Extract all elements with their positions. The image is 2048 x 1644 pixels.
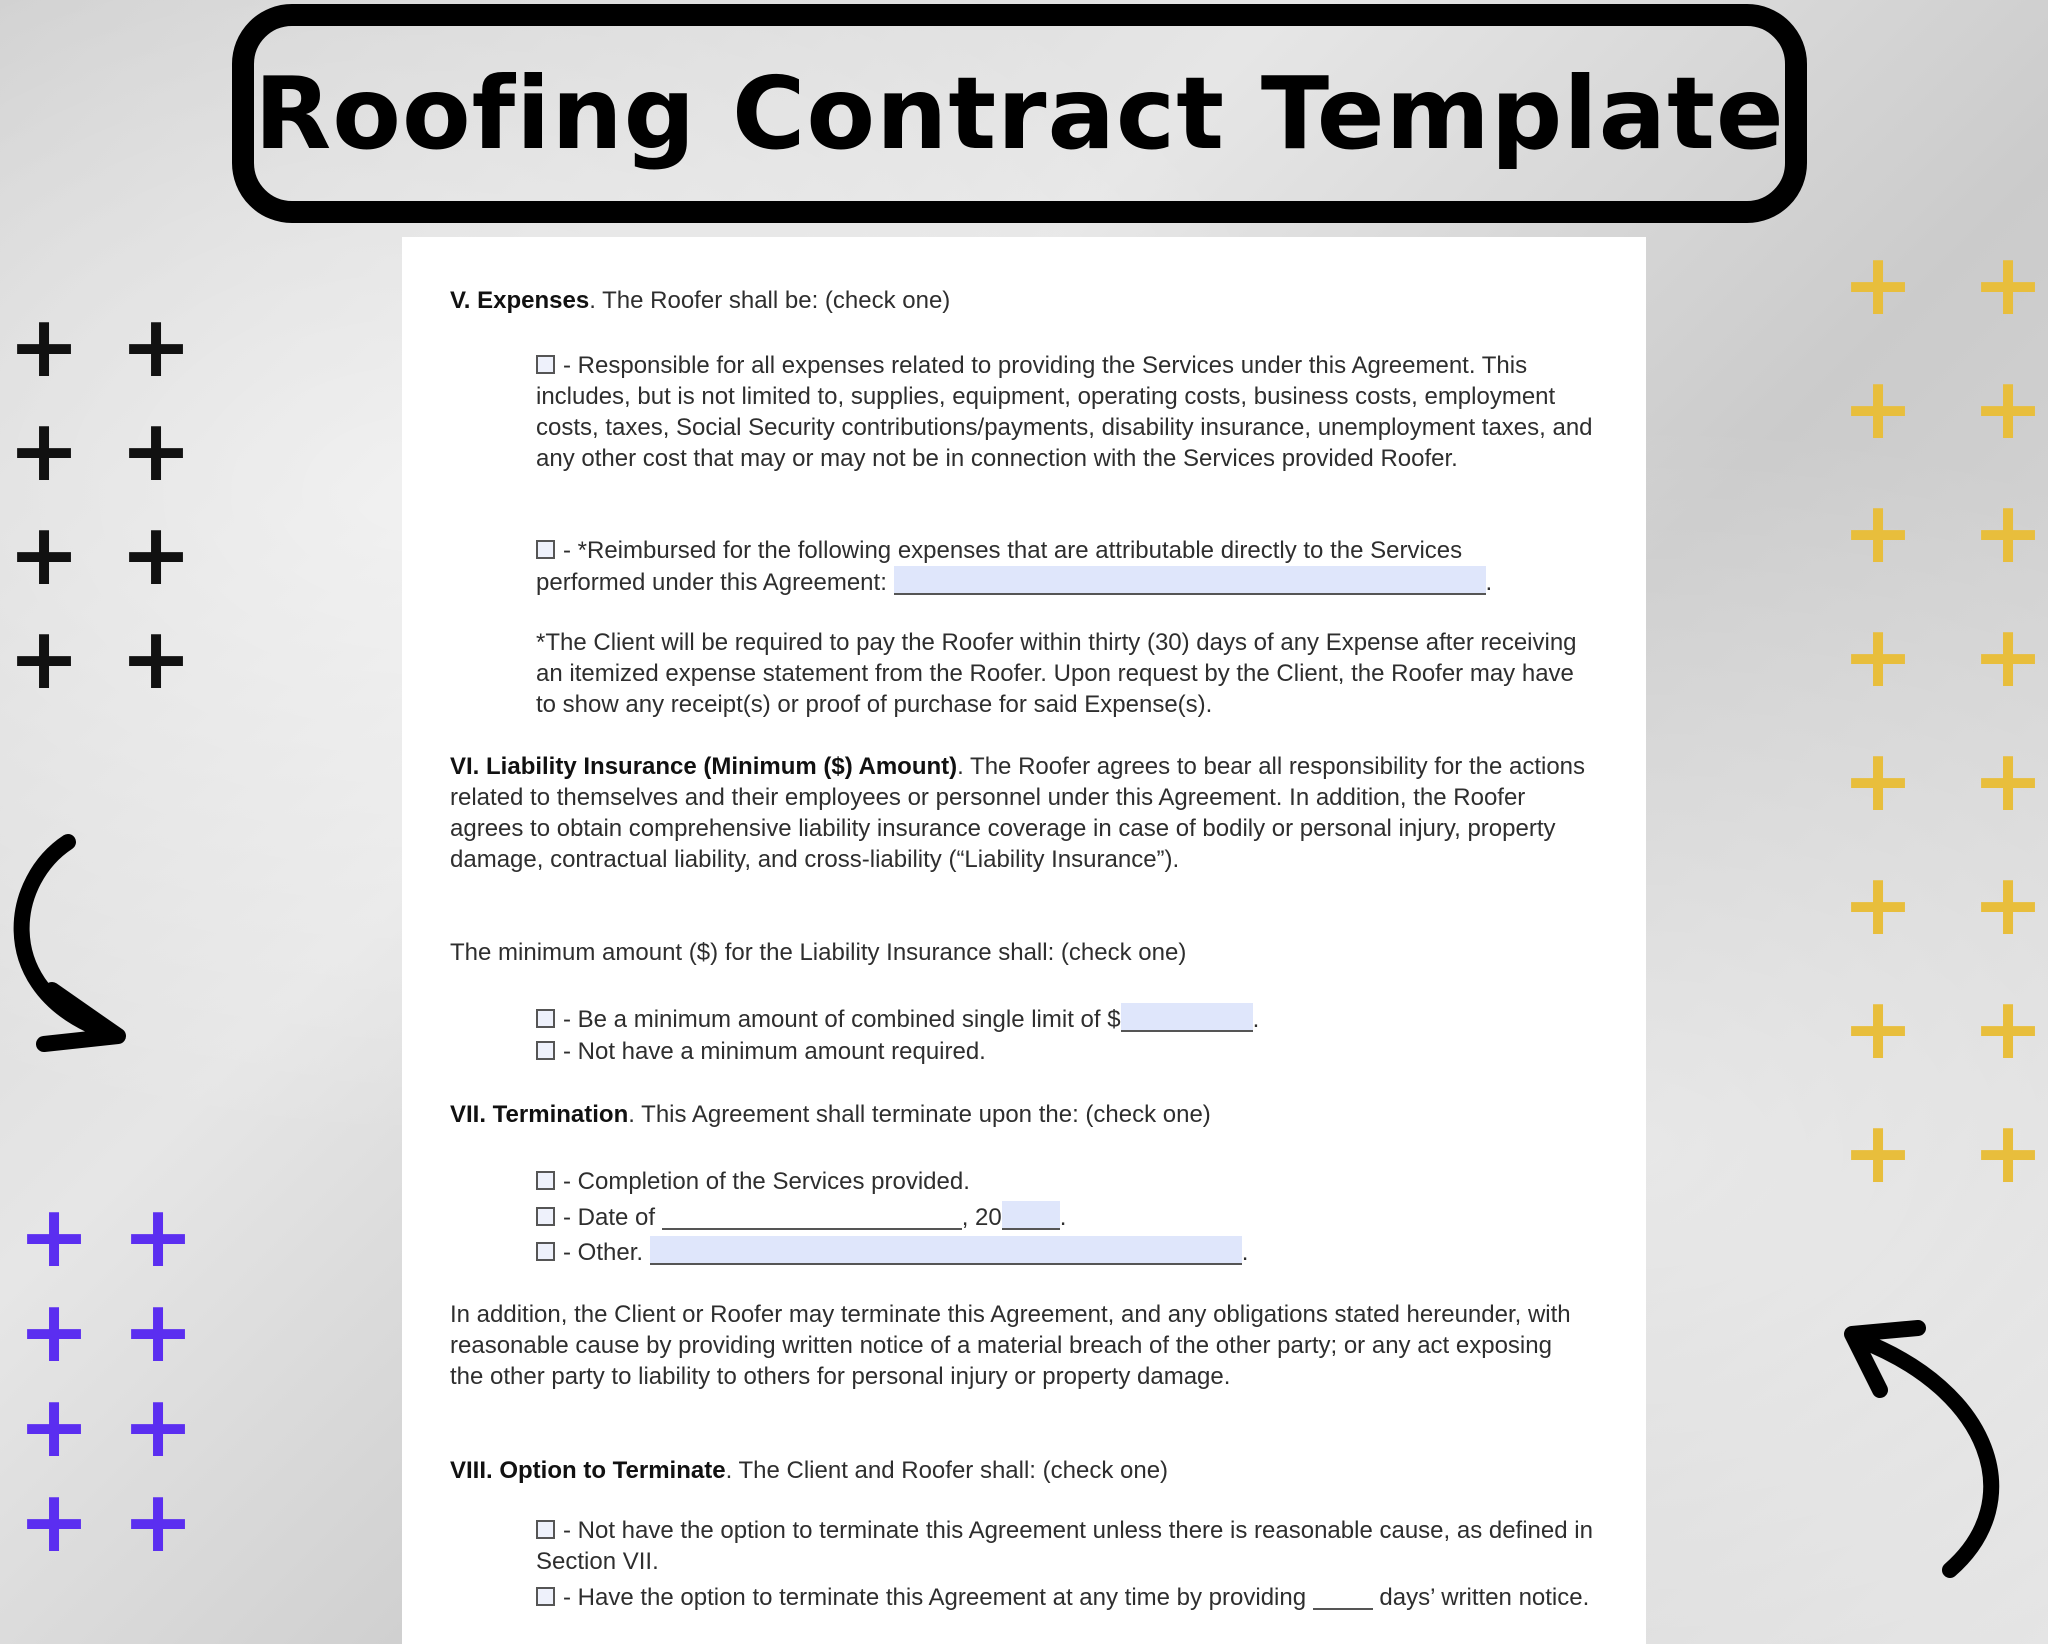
plus-icon: +: [1972, 483, 2045, 583]
period: .: [1059, 1204, 1067, 1231]
option-text: days’ written notice.: [1379, 1584, 1590, 1611]
option-text: - Be a minimum amount of combined single limit of $: [563, 1006, 1121, 1033]
liability-option-none: [536, 1036, 986, 1067]
plus-icon: +: [1842, 359, 1915, 459]
page-title: Roofing Contract Template: [254, 55, 1785, 172]
checkbox-icon[interactable]: [536, 1171, 555, 1190]
note-text: *The Client will be required to pay the Roofer within thirty (30) days of any Expense after receiving an itemized expense statement from the Roofer. Upon request by the Client, the Roofer may have to show any receipt(s) or proof of purchase for said Expense(s).: [536, 629, 1577, 718]
plus-icon: +: [1842, 1103, 1915, 1203]
plus-icon: +: [1842, 979, 1915, 1079]
checkbox-icon[interactable]: [536, 1520, 555, 1539]
option-text: - Have the option to terminate this Agreement at any time by providing: [563, 1584, 1307, 1611]
plus-icon: +: [18, 1282, 91, 1382]
section-viii-intro: . The Client and Roofer shall: (check one): [725, 1457, 1169, 1484]
section-viii-heading: [450, 1455, 1168, 1486]
notice-days-input[interactable]: [1313, 1581, 1373, 1610]
plus-icon: +: [1842, 607, 1915, 707]
plus-icon: +: [1972, 235, 2045, 335]
termination-option-completion: [536, 1166, 970, 1197]
plus-icon: +: [120, 505, 193, 605]
plus-icon: +: [1972, 979, 2045, 1079]
other-input[interactable]: [650, 1236, 1242, 1265]
plus-icon: +: [18, 1377, 91, 1477]
section-vi-title: VI. Liability Insurance (Minimum ($) Amount): [450, 753, 958, 780]
section-vii-title: VII. Termination: [450, 1101, 629, 1128]
section-v-title: V. Expenses: [450, 287, 590, 314]
plus-icon: +: [122, 1282, 195, 1382]
section-vii-heading: [450, 1099, 1211, 1130]
liability-option-minimum: [536, 1003, 1259, 1035]
expenses-input[interactable]: [894, 566, 1486, 595]
year-input[interactable]: [1002, 1201, 1060, 1230]
section-v-heading: [450, 285, 950, 316]
plus-icon: +: [1972, 607, 2045, 707]
plus-icon: +: [1972, 855, 2045, 955]
liability-minimum-intro: [450, 937, 1186, 968]
curved-arrow-up-left-icon: [1840, 1320, 2020, 1580]
contract-document-page: [402, 237, 1646, 1644]
plus-icon: +: [1842, 855, 1915, 955]
option-text: - Date of: [563, 1204, 656, 1231]
plus-icon: +: [122, 1377, 195, 1477]
checkbox-icon[interactable]: [536, 1242, 555, 1261]
termination-option-other: [536, 1236, 1248, 1268]
plus-icon: +: [18, 1187, 91, 1287]
section-v-intro: . The Roofer shall be: (check one): [589, 287, 951, 314]
year-prefix: , 20: [961, 1204, 1002, 1231]
plus-icon: +: [8, 401, 81, 501]
expenses-note: [536, 627, 1596, 720]
plus-icon: +: [8, 297, 81, 397]
combined-limit-input[interactable]: [1121, 1003, 1253, 1032]
option-text: - Not have the option to terminate this Agreement unless there is reasonable cause, as defined in Section VII.: [536, 1517, 1593, 1575]
plus-icon: +: [1972, 359, 2045, 459]
option-text: - Responsible for all expenses related to providing the Services under this Agreement. This includes, but is not limited to, supplies, equipment, operating costs, business costs, employment costs, taxes, Social Security contributions/payments, disability insurance, unemployment taxes, and any other cost that may or may not be in connection with the Services provided Roofer.: [536, 352, 1593, 472]
option-text: - Other.: [563, 1239, 644, 1266]
section-vii-intro: . This Agreement shall terminate upon the: (check one): [628, 1101, 1211, 1128]
period: .: [1241, 1239, 1249, 1266]
date-input[interactable]: [662, 1201, 962, 1230]
checkbox-icon[interactable]: [536, 1207, 555, 1226]
plus-icon: +: [18, 1472, 91, 1572]
expenses-option-reimbursed: [536, 535, 1606, 598]
curved-arrow-down-right-icon: [0, 830, 140, 1060]
period: .: [1252, 1006, 1260, 1033]
plus-icon: +: [120, 297, 193, 397]
checkbox-icon[interactable]: [536, 1009, 555, 1028]
option-terminate-notice: [536, 1581, 1596, 1613]
plus-icon: +: [1972, 731, 2045, 831]
section-vi-paragraph: [450, 751, 1600, 875]
checkbox-icon[interactable]: [536, 1041, 555, 1060]
body-text: In addition, the Client or Roofer may terminate this Agreement, and any obligations stated hereunder, with reasonable cause by providing written notice of a material breach of the other party; or any act exposing the other party to liability to others for personal injury or property damage.: [450, 1301, 1571, 1390]
section-viii-title: VIII. Option to Terminate: [450, 1457, 726, 1484]
plus-icon: +: [120, 609, 193, 709]
expenses-option-responsible: [536, 350, 1596, 474]
checkbox-icon[interactable]: [536, 1587, 555, 1606]
plus-icon: +: [8, 609, 81, 709]
option-text: performed under this Agreement:: [536, 569, 887, 596]
checkbox-icon[interactable]: [536, 355, 555, 374]
plus-icon: +: [1842, 483, 1915, 583]
title-banner: [232, 4, 1807, 223]
plus-icon: +: [1842, 731, 1915, 831]
section-vi-body: . The Roofer agrees to bear all responsibility for the actions related to themselves and their employees or personnel under this Agreement. In addition, the Roofer agrees to obtain comprehensive liability insurance coverage in case of bodily or personal injury, property damage, contractual liability, and cross-liability (“Liability Insurance”).: [450, 753, 1586, 873]
checkbox-icon[interactable]: [536, 540, 555, 559]
intro-text: The minimum amount ($) for the Liability Insurance shall: (check one): [450, 939, 1187, 966]
plus-icon: +: [1972, 1103, 2045, 1203]
period: .: [1485, 569, 1493, 596]
termination-option-date: [536, 1201, 1066, 1233]
plus-icon: +: [120, 401, 193, 501]
plus-icon: +: [122, 1472, 195, 1572]
plus-icon: +: [122, 1187, 195, 1287]
plus-icon: +: [1842, 235, 1915, 335]
option-terminate-reasonable-cause: [536, 1515, 1596, 1577]
termination-body: [450, 1299, 1580, 1392]
option-text: - Not have a minimum amount required.: [563, 1038, 986, 1065]
option-text: - Completion of the Services provided.: [563, 1168, 970, 1195]
option-text: - *Reimbursed for the following expenses that are attributable directly to the Services: [563, 537, 1463, 564]
plus-icon: +: [8, 505, 81, 605]
